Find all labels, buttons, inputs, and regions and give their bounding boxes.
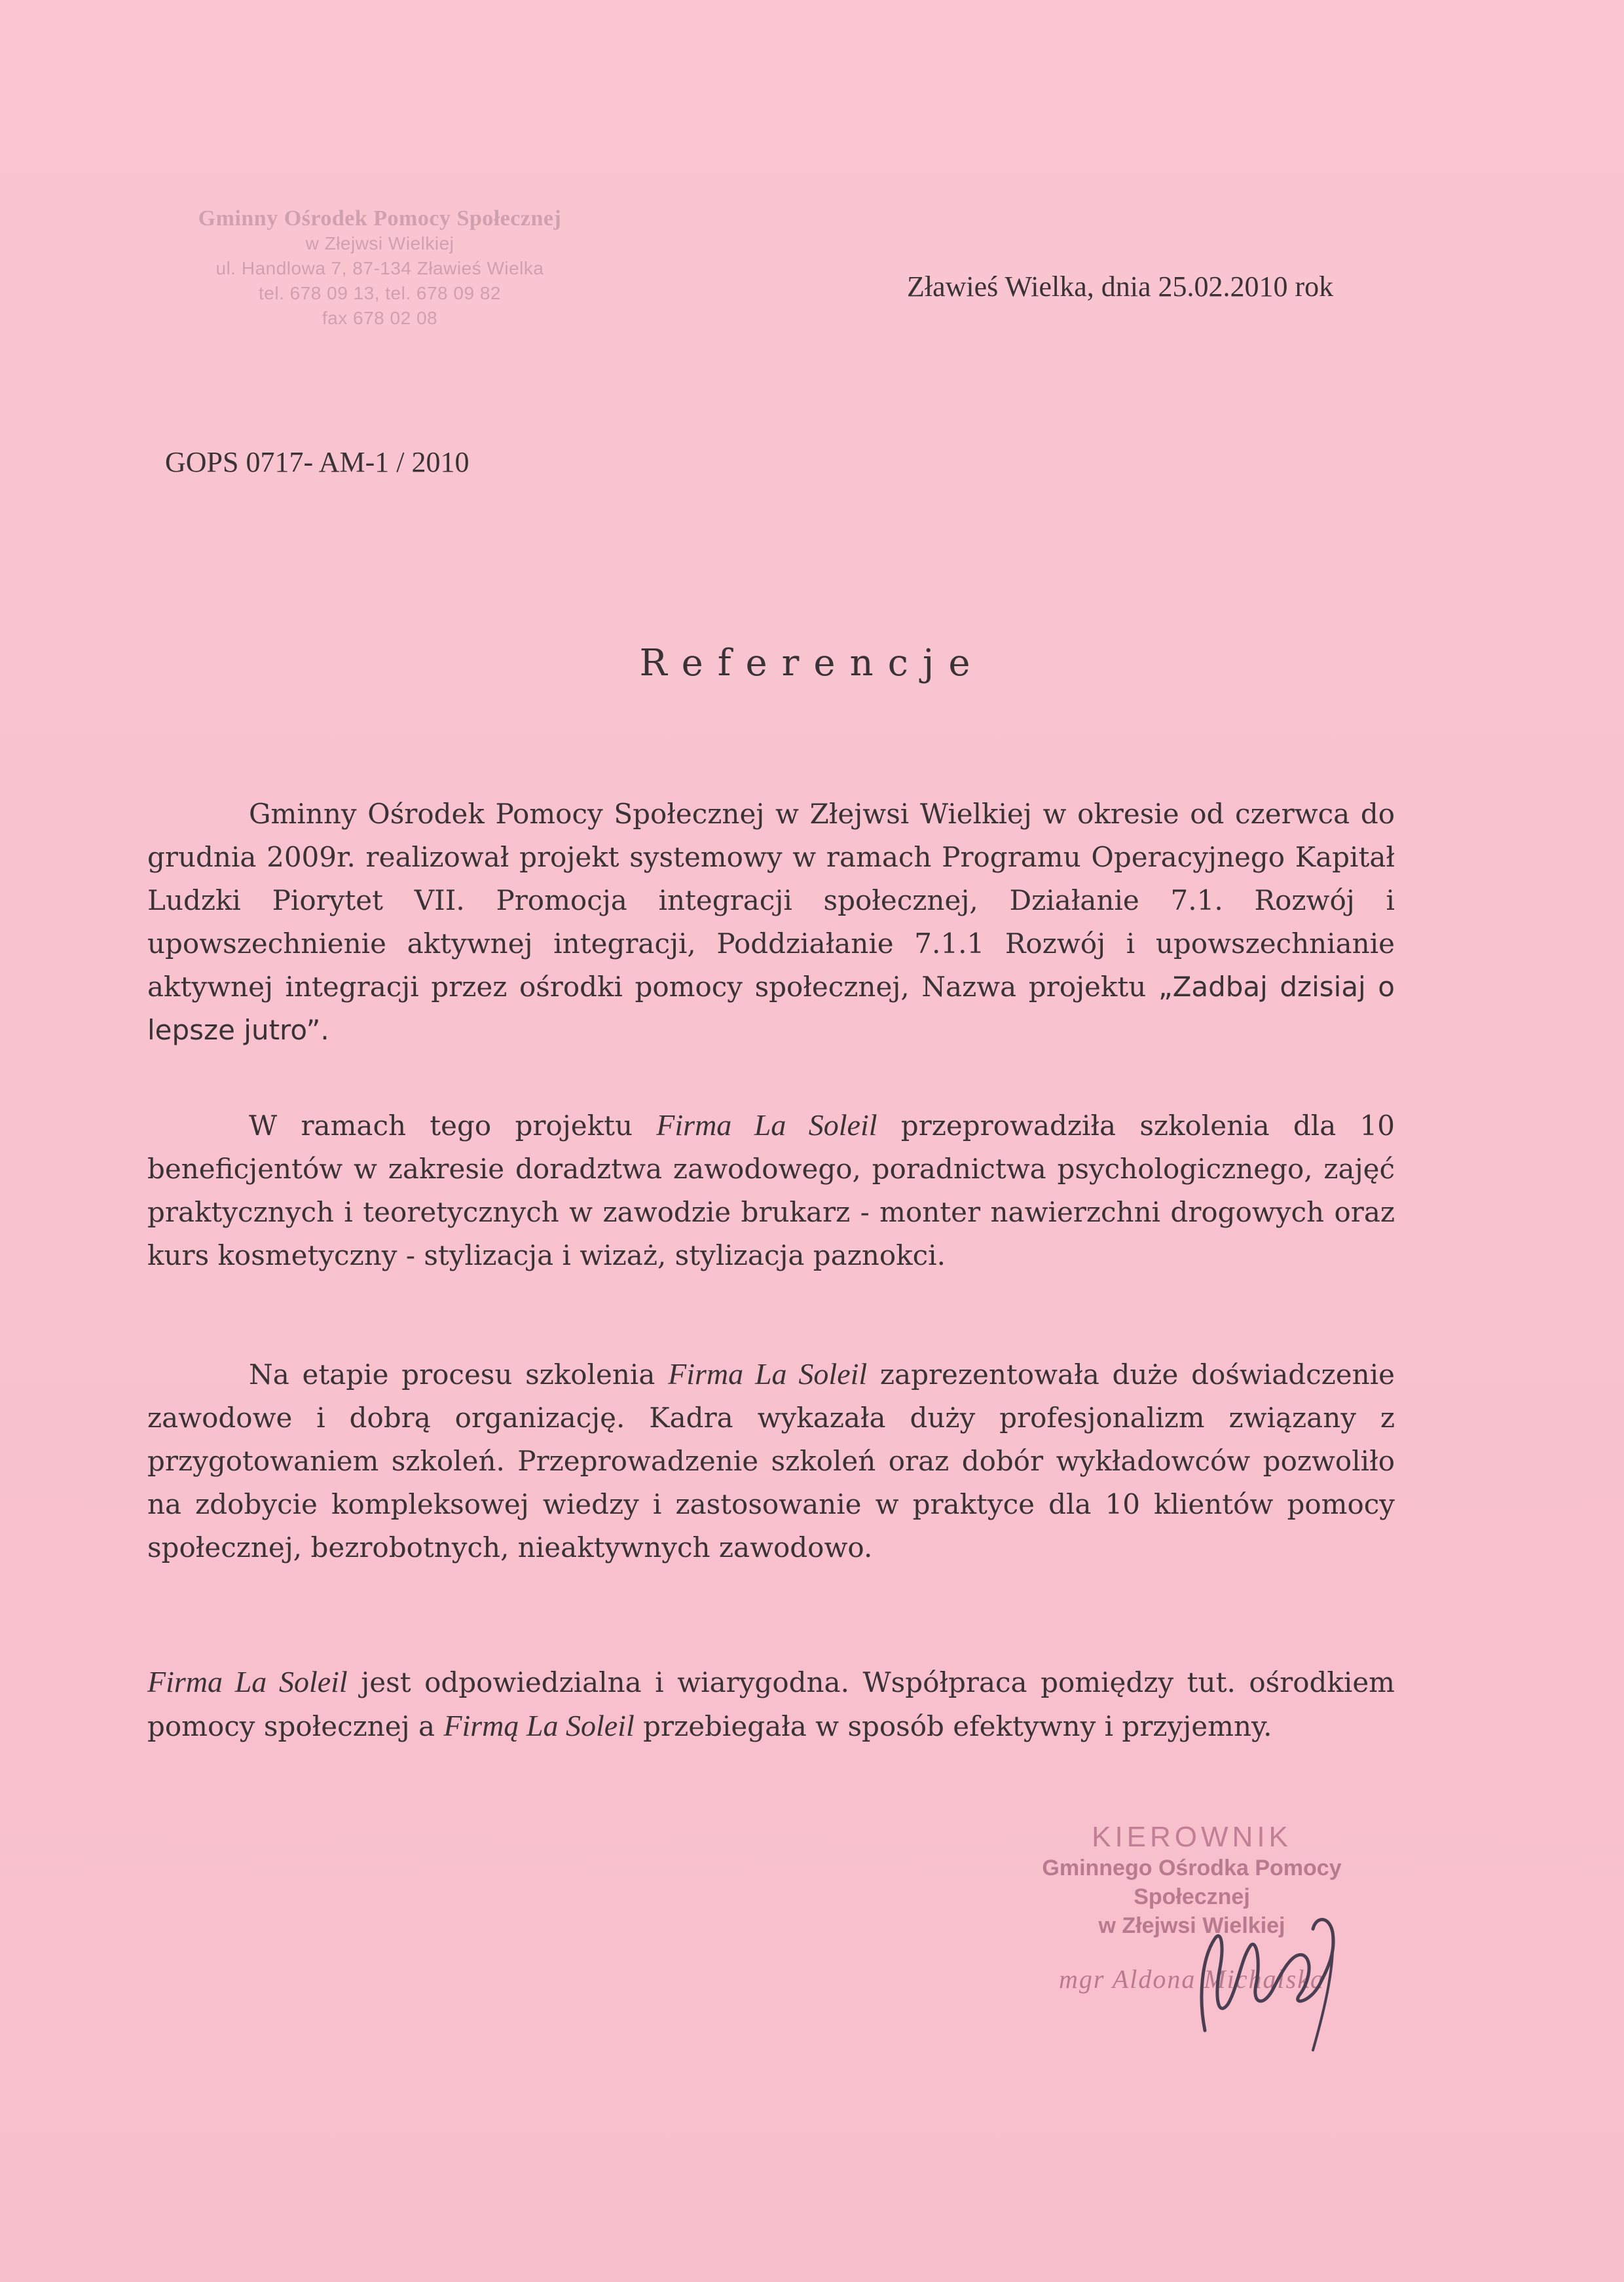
- company-name: Firma La Soleil: [656, 1108, 877, 1142]
- project-name: „Zadbaj dzisiaj o lepsze jutro”.: [147, 971, 1395, 1046]
- reference-number: GOPS 0717- AM-1 / 2010: [165, 446, 470, 478]
- place-and-date: Zławieś Wielka, dnia 25.02.2010 rok: [907, 271, 1334, 303]
- paragraph-1-text: Gminny Ośrodek Pomocy Społecznej w Złejwsi Wielkiej w okresie od czerwca do grudnia 2009r. realizował projekt systemowy w ramach Programu Operacyjnego Kapitał Ludzki Piorytet VII. Promocja integracji społecznej, Działanie 7.1. Rozwój i upowszechnienie aktywnej integracji, Poddziałanie 7.1.1 Rozwój i upowszechnianie aktywnej integracji przez ośrodki pomocy społecznej, Nazwa projektu: [147, 798, 1395, 1003]
- paragraph-2: [147, 1104, 1395, 1277]
- paragraph-3-text-before: Na etapie procesu szkolenia: [249, 1358, 669, 1391]
- stamp-line-institution: Gminny Ośrodek Pomocy Społecznej: [198, 206, 562, 231]
- paragraph-2-text-before: W ramach tego projektu: [249, 1110, 657, 1142]
- company-name: Firma La Soleil: [147, 1665, 348, 1698]
- signatory-org-line-1: Gminnego Ośrodka Pomocy Społecznej: [1042, 1856, 1342, 1909]
- company-name-inflected: Firmą La Soleil: [443, 1709, 635, 1742]
- signatory-org-line-2: w Złejwsi Wielkiej: [1098, 1913, 1285, 1938]
- company-name: Firma La Soleil: [668, 1357, 868, 1391]
- document-title: Referencje: [639, 642, 985, 684]
- paragraph-4-text-middle: jest odpowiedzialna i wiarygodna. Współpraca pomiędzy tut. ośrodkiem pomocy społecznej a: [147, 1666, 1395, 1742]
- stamp-line-phone: tel. 678 09 13, tel. 678 09 82: [259, 283, 501, 303]
- signatory-name: mgr Aldona Michalska: [1059, 1964, 1325, 1994]
- stamp-line-fax: fax 678 02 08: [322, 308, 438, 328]
- paragraph-4: [147, 1660, 1395, 1748]
- paragraph-1: [147, 793, 1395, 1052]
- stamp-line-location: w Złejwsi Wielkiej: [305, 233, 454, 253]
- header-stamp: [144, 206, 616, 331]
- handwritten-signature: [1179, 1854, 1375, 2070]
- paragraph-4-text-after: przebiegała w sposób efektywny i przyjemny.: [634, 1710, 1272, 1742]
- signatory-title: KIEROWNIK: [1092, 1821, 1292, 1853]
- paragraph-3: [147, 1353, 1395, 1569]
- stamp-line-address: ul. Handlowa 7, 87-134 Zławieś Wielka: [215, 258, 544, 278]
- paragraph-3-text-after: zaprezentowała duże doświadczenie zawodowe i dobrą organizację. Kadra wykazała duży profesjonalizm związany z przygotowaniem szkoleń. Przeprowadzenie szkoleń oraz dobór wykładowców pozwoliło na zdobycie kompleksowej wiedzy i zastosowanie w praktyce dla 10 klientów pomocy społecznej, bezrobotnych, nieaktywnych zawodowo.: [147, 1358, 1395, 1563]
- paragraph-2-text-after: przeprowadziła szkolenia dla 10 beneficjentów w zakresie doradztwa zawodowego, poradnictwa psychologicznego, zajęć praktycznych i teoretycznych w zawodzie brukarz - monter nawierzchni drogowych oraz kurs kosmetyczny - stylizacja i wizaż, stylizacja paznokci.: [147, 1110, 1395, 1271]
